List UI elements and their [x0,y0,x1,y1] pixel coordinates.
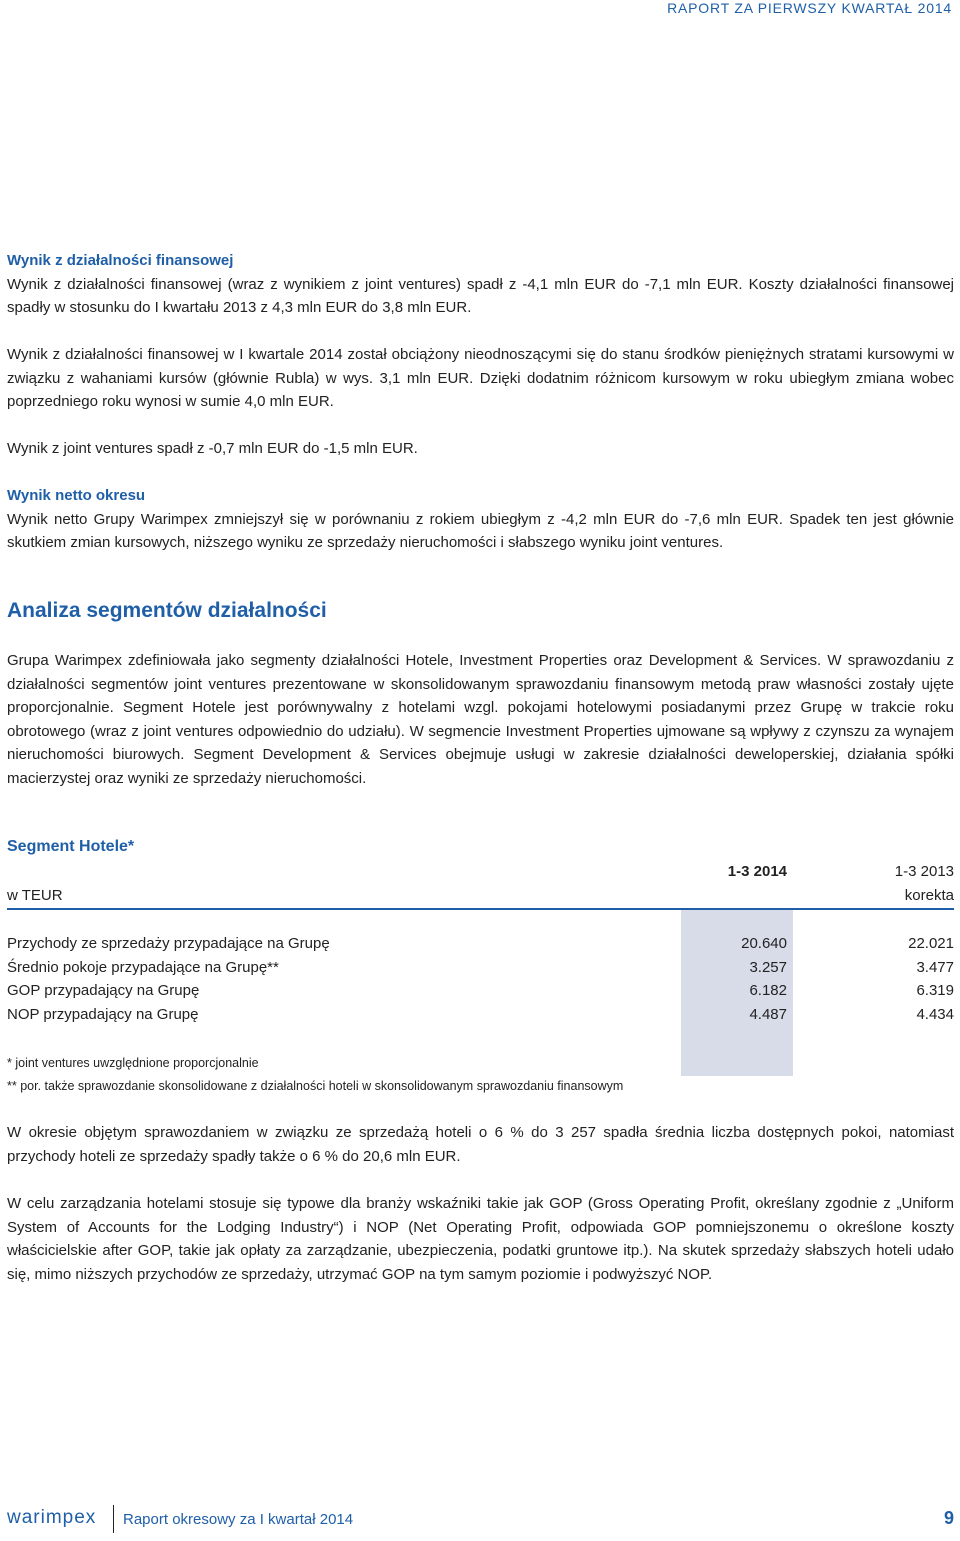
hotel-table-title: Segment Hotele* [7,838,135,855]
table-row [7,932,954,956]
segments-paragraph-block [7,649,954,790]
financial-paragraph-2: Wynik z działalności finansowej w I kwartale 2014 został obciążony nieodnoszącymi się do stanu środków pieniężnych stratami kursowymi w związku z wahaniami kursów (głównie Rubla) w wys. 3,1 mln EUR. Dzięki dodatnim różnicom kursowym w roku ubiegłym zmiana wobec poprzedniego roku wynosi w sumie 4,0 mln EUR. [7,346,954,410]
row-value-2013: 6.319 [916,982,954,999]
financial-paragraph-2-block [7,343,954,414]
table-row [7,979,954,1003]
financial-paragraph-3-block [7,437,954,461]
after-paragraph-2-block [7,1192,954,1286]
footer-divider [113,1505,114,1533]
table-row [7,1003,954,1027]
net-paragraph-1: Wynik netto Grupy Warimpex zmniejszył się w porównaniu z rokiem ubiegłym z -4,2 mln EUR do -7,6 mln EUR. Spadek ten jest głównie skutkiem zmian kursowych, niższego wyniku ze sprzedaży nieruchomości i słabszego wyniku joint ventures. [7,510,954,551]
net-section [7,484,954,555]
segments-title: Analiza segmentów działalności [7,599,327,622]
hotel-table-header [7,860,954,910]
financial-section [7,249,954,320]
row-value-2014: 20.640 [741,935,787,952]
footnote-1: * joint ventures uwzględnione proporcjonalnie [7,1056,259,1070]
running-header: RAPORT ZA PIERWSZY KWARTAŁ 2014 [667,0,952,16]
page-footer [7,1505,954,1535]
row-label: NOP przypadający na Grupę [7,1005,199,1023]
row-label: Przychody ze sprzedaży przypadające na Grupę [7,935,330,952]
hotel-table [7,860,954,1023]
hotel-table-col2-header-line1: 1-3 2013 [894,863,954,880]
after-paragraph-2: W celu zarządzania hotelami stosuje się typowe dla branży wskaźniki takie jak GOP (Gross Operating Profit, określany zgodnie z „Uniform System of Accounts for the Lodging Industry“) i NOP (Net Operating Profit, odpowiada GOP pomniejszonemu o określone koszty właścicielskie after GOP, takie jak opłaty za zarządzanie, ubezpieczenia, podatki gruntowe itp.). Na skutek sprzedaży słabszych hoteli udało się, mimo niższych przychodów ze sprzedaży, utrzymać GOP na tym samym poziomie i podwyższyć NOP. [7,1195,954,1283]
row-label: Średnio pokoje przypadające na Grupę** [7,958,279,976]
hotel-table-col1-header: 1-3 2014 [727,863,787,880]
footer-report-title: Raport okresowy za I kwartał 2014 [123,1511,354,1528]
row-value-2014: 3.257 [749,958,787,976]
hotel-table-rows [7,932,954,1026]
warimpex-logo: warimpex [7,1507,97,1528]
financial-paragraph-3: Wynik z joint ventures spadł z -0,7 mln EUR do -1,5 mln EUR. [7,440,418,457]
row-value-2014: 6.182 [749,982,787,999]
hotel-table-col2-header-line2: korekta [904,887,954,904]
footnote-2: ** por. także sprawozdanie skonsolidowane z działalności hoteli w skonsolidowanym sprawozdaniu finansowym [7,1079,624,1093]
row-value-2013: 22.021 [908,935,954,952]
hotel-table-unit: w TEUR [7,887,63,904]
net-heading: Wynik netto okresu [7,487,146,504]
financial-paragraph-1: Wynik z działalności finansowej (wraz z wynikiem z joint ventures) spadł z -4,1 mln EUR do -7,1 mln EUR. Koszty działalności finansowej spadły w stosunku do I kwartału 2013 z 4,3 mln EUR do 3,8 mln EUR. [7,275,954,316]
page-number: 9 [943,1508,954,1528]
row-value-2014: 4.487 [749,1005,787,1023]
after-paragraph-1: W okresie objętym sprawozdaniem w związku ze sprzedażą hoteli o 6 % do 3 257 spadła średnia liczba dostępnych pokoi, natomiast przychody hoteli ze sprzedaży spadły także o 6 % do 20,6 mln EUR. [7,1124,954,1165]
table-row [7,956,954,980]
row-value-2013: 4.434 [916,1005,954,1023]
financial-heading: Wynik z działalności finansowej [7,252,234,269]
segments-paragraph-1: Grupa Warimpex zdefiniowała jako segmenty działalności Hotele, Investment Properties oraz Development & Services. W sprawozdaniu z działalności segmentów joint ventures prezentowane w skonsolidowanym sprawozdaniu finansowym metodą praw własności zostały ujęte proporcjonalnie. Segment Hotele jest porównywalny z hotelami wzgl. pokojami hotelowymi posiadanymi przez Grupę w trakcie roku obrotowego (wraz z joint ventures odpowiednio do udziału). W segmencie Investment Properties ujmowane są wpływy z czynszu za wynajem nieruchomości biurowych. Segment Development & Services obejmuje usługi w zakresie działalności deweloperskiej, działania spółki macierzystej oraz wyniki ze sprzedaży nieruchomości. [7,652,954,787]
after-paragraph-1-block [7,1121,954,1168]
row-value-2013: 3.477 [916,958,954,976]
row-label: GOP przypadający na Grupę [7,982,200,999]
